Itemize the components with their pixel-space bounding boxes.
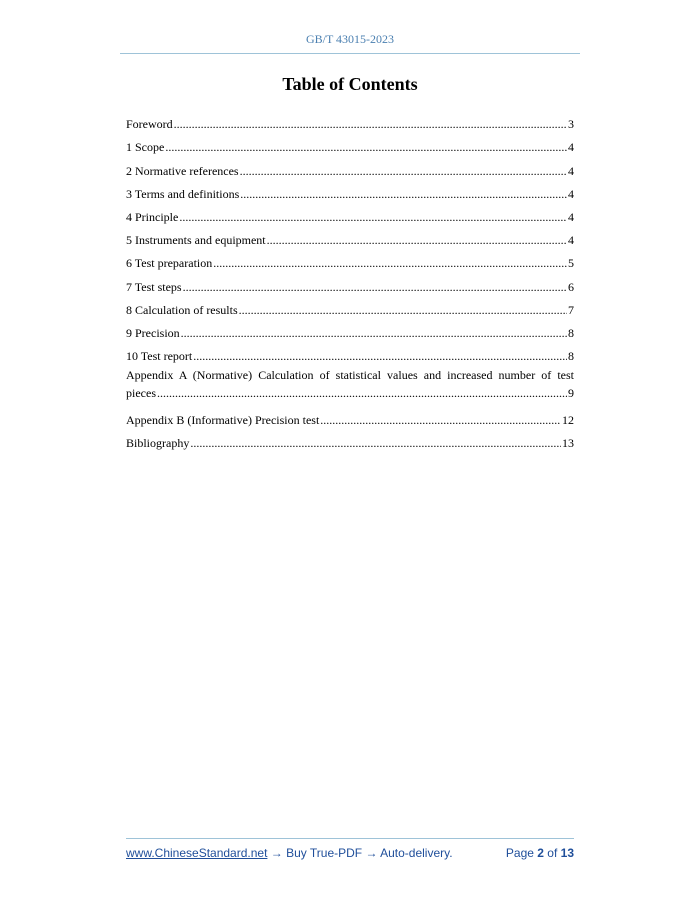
footer-divider — [126, 838, 574, 839]
dot-leader — [193, 349, 567, 364]
dot-leader — [240, 187, 567, 202]
dot-leader — [183, 280, 567, 295]
toc-entry-page: 5 — [568, 256, 574, 271]
toc-entry-page: 8 — [568, 349, 574, 364]
toc-entry-label: 7 Test steps — [126, 279, 182, 294]
toc-entry-label: Bibliography — [126, 436, 190, 451]
toc-entry-label: Foreword — [126, 117, 173, 132]
dot-leader — [179, 210, 567, 225]
toc-entry-page: 8 — [568, 325, 574, 340]
toc-entry-test-preparation[interactable] — [126, 248, 574, 271]
toc-entry-label: 2 Normative references — [126, 163, 239, 178]
dot-leader — [213, 256, 567, 271]
toc-entry-page: 9 — [568, 386, 574, 401]
toc-entry-label: 5 Instruments and equipment — [126, 233, 266, 248]
toc-entry-appendix-a[interactable] — [126, 364, 574, 401]
toc-entry-page: 6 — [568, 279, 574, 294]
toc-entry-normative-references[interactable] — [126, 155, 574, 178]
toc-entry-label: 4 Principle — [126, 209, 179, 224]
dot-leader — [174, 117, 567, 132]
promo-text: → Buy True-PDF → Auto-delivery. — [267, 846, 453, 860]
toc-entry-principle[interactable] — [126, 202, 574, 225]
toc-entry-label: 6 Test preparation — [126, 256, 213, 271]
dot-leader — [190, 436, 561, 451]
toc-entry-label: 1 Scope — [126, 140, 165, 155]
header-divider — [120, 53, 580, 54]
dot-leader — [239, 303, 567, 318]
page-footer — [126, 846, 574, 860]
toc-entry-test-steps[interactable] — [126, 271, 574, 294]
toc-entry-page: 7 — [568, 302, 574, 317]
page-title: Table of Contents — [282, 74, 418, 94]
footer-promo — [126, 846, 453, 860]
toc-entry-page: 4 — [568, 140, 574, 155]
toc-entry-label: 9 Precision — [126, 325, 180, 340]
total-pages: 13 — [560, 846, 574, 860]
toc-entry-bibliography[interactable] — [126, 428, 574, 451]
toc-entry-label: Appendix B (Informative) Precision test — [126, 413, 320, 428]
website-link[interactable]: www.ChineseStandard.net — [126, 846, 268, 860]
toc-entry-calculation[interactable] — [126, 295, 574, 318]
toc-entry-terms-definitions[interactable] — [126, 179, 574, 202]
toc-entry-page: 12 — [562, 413, 574, 428]
toc-entry-page: 4 — [568, 186, 574, 201]
dot-leader — [267, 233, 567, 248]
page-prefix: Page — [505, 846, 538, 860]
toc-entry-label-continued: pieces — [126, 386, 156, 401]
dot-leader — [157, 386, 567, 401]
toc-entry-precision[interactable] — [126, 318, 574, 341]
page-number — [506, 846, 574, 860]
toc-entry-page: 3 — [568, 117, 574, 132]
toc-entry-label: 3 Terms and definitions — [126, 186, 240, 201]
toc-entry-label: Appendix A (Normative) Calculation of statistical values and increased number of test — [126, 368, 574, 383]
table-of-contents — [126, 109, 574, 451]
standard-code-header: GB/T 43015-2023 — [305, 32, 395, 46]
toc-entry-appendix-b[interactable] — [126, 405, 574, 428]
dot-leader — [320, 413, 561, 428]
toc-entry-page: 4 — [568, 233, 574, 248]
toc-entry-label: 10 Test report — [126, 349, 193, 364]
toc-entry-label: 8 Calculation of results — [126, 302, 238, 317]
current-page: 2 — [537, 846, 544, 860]
dot-leader — [181, 326, 567, 341]
toc-entry-foreword[interactable] — [126, 109, 574, 132]
toc-entry-test-report[interactable] — [126, 341, 574, 364]
toc-entry-page: 13 — [562, 436, 574, 451]
dot-leader — [240, 164, 567, 179]
toc-entry-instruments[interactable] — [126, 225, 574, 248]
toc-entry-page: 4 — [568, 163, 574, 178]
toc-entry-scope[interactable] — [126, 132, 574, 155]
dot-leader — [165, 140, 567, 155]
page-of: of — [543, 846, 561, 860]
toc-entry-page: 4 — [568, 209, 574, 224]
